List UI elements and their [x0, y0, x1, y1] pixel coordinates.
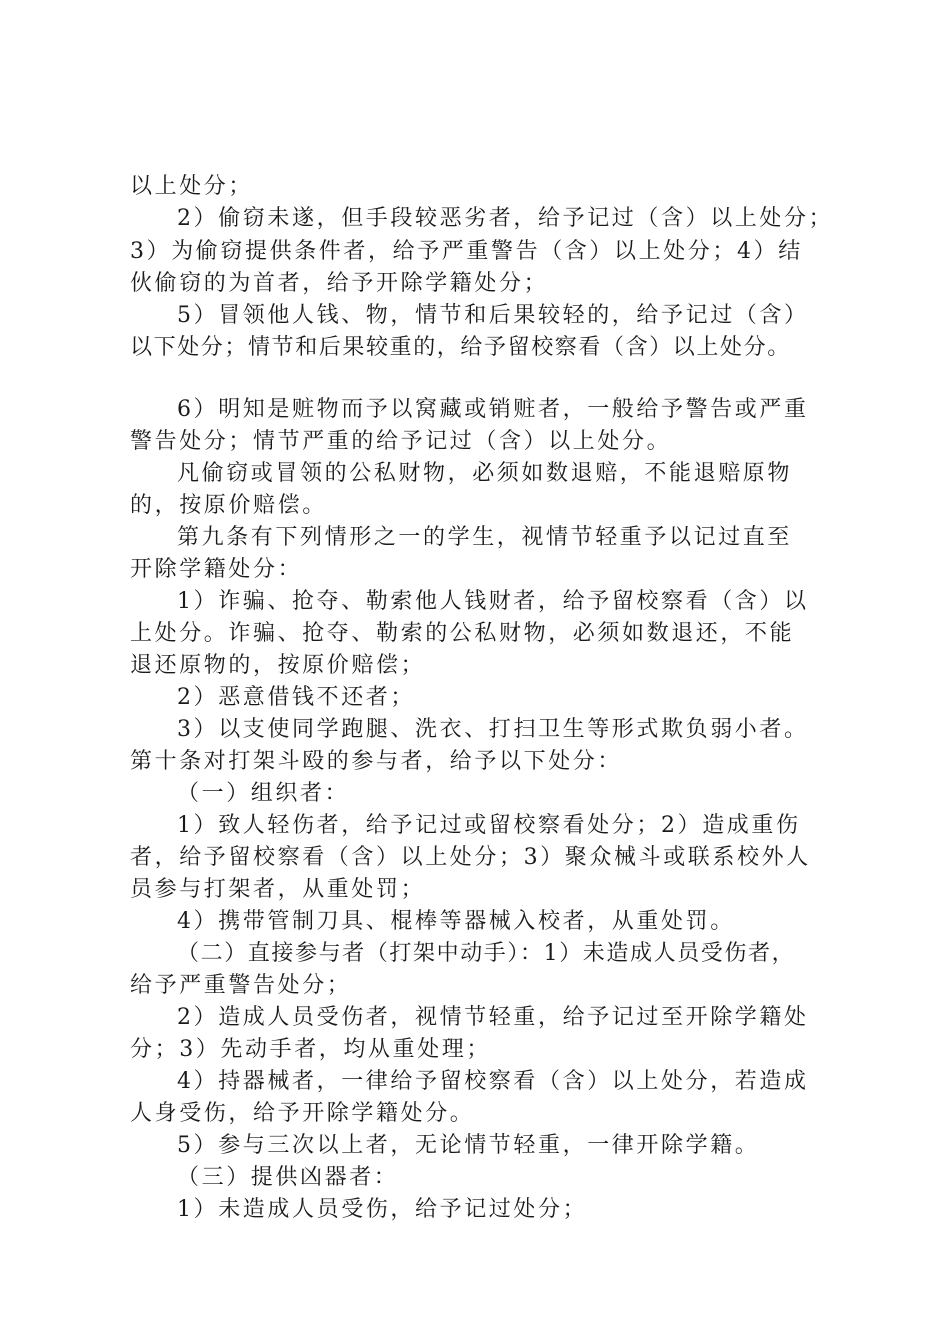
text-line: 凡偷窃或冒领的公私财物，必须如数退赔，不能退赔原物	[177, 461, 793, 486]
text-line: 的，按原价赔偿。	[130, 493, 327, 518]
text-line: 1）未造成人员受伤，给予记过处分；	[177, 1197, 588, 1222]
text-line: 以下处分；情节和后果较重的，给予留校察看（含）以上处分。	[130, 335, 791, 360]
text-line: 3）以支使同学跑腿、洗衣、打扫卫生等形式欺负弱小者。	[177, 717, 809, 742]
text-line: 4）携带管制刀具、棍棒等器械入校者，从重处罚。	[177, 909, 735, 934]
text-line: 1）致人轻伤者，给予记过或留校察看处分；2）造成重伤	[177, 813, 801, 838]
text-line: 2）造成人员受伤者，视情节轻重，给予记过至开除学籍处	[177, 1005, 809, 1030]
text-line: 第九条有下列情形之一的学生，视情节轻重予以记过直至	[177, 525, 793, 550]
text-line: 开除学籍处分：	[130, 557, 303, 582]
text-line: 警告处分；情节严重的给予记过（含）以上处分。	[130, 429, 672, 454]
text-line: 者，给予留校察看（含）以上处分；3）聚众械斗或联系校外人	[130, 845, 811, 870]
text-line: 伙偷窃的为首者，给予开除学籍处分；	[130, 271, 549, 296]
text-line: 人身受伤，给予开除学籍处分。	[130, 1101, 475, 1126]
text-line: 第十条对打架斗殴的参与者，给予以下处分：	[130, 749, 623, 774]
text-line: 3）为偷窃提供条件者，给予严重警告（含）以上处分；4）结	[130, 239, 803, 264]
text-line: 以上处分；	[130, 174, 254, 199]
text-line: 1）诈骗、抢夺、勒索他人钱财者，给予留校察看（含）以	[177, 589, 809, 614]
text-line: （三）提供凶器者：	[177, 1165, 399, 1190]
text-line: 2）偷窃未遂，但手段较恶劣者，给予记过（含）以上处分；	[177, 206, 834, 231]
text-line: 分；3）先动手者，均从重处理；	[130, 1037, 491, 1062]
text-line: 员参与打架者，从重处罚；	[130, 877, 426, 902]
text-line: 退还原物的，按原价赔偿；	[130, 653, 426, 678]
text-line: （二）直接参与者（打架中动手）：1）未造成人员受伤者，	[177, 941, 796, 966]
text-line: 5）冒领他人钱、物，情节和后果较轻的，给予记过（含）	[177, 303, 809, 328]
text-line: 5）参与三次以上者，无论情节轻重，一律开除学籍。	[177, 1133, 760, 1158]
text-line: 上处分。诈骗、抢夺、勒索的公私财物，必须如数退还，不能	[130, 621, 795, 646]
text-line: （一）组织者：	[177, 781, 350, 806]
text-line: 4）持器械者，一律给予留校察看（含）以上处分，若造成	[177, 1069, 809, 1094]
text-line: 6）明知是赃物而予以窝藏或销赃者，一般给予警告或严重	[177, 397, 809, 422]
text-line: 给予严重警告处分；	[130, 973, 352, 998]
text-line: 2）恶意借钱不还者；	[177, 685, 415, 710]
